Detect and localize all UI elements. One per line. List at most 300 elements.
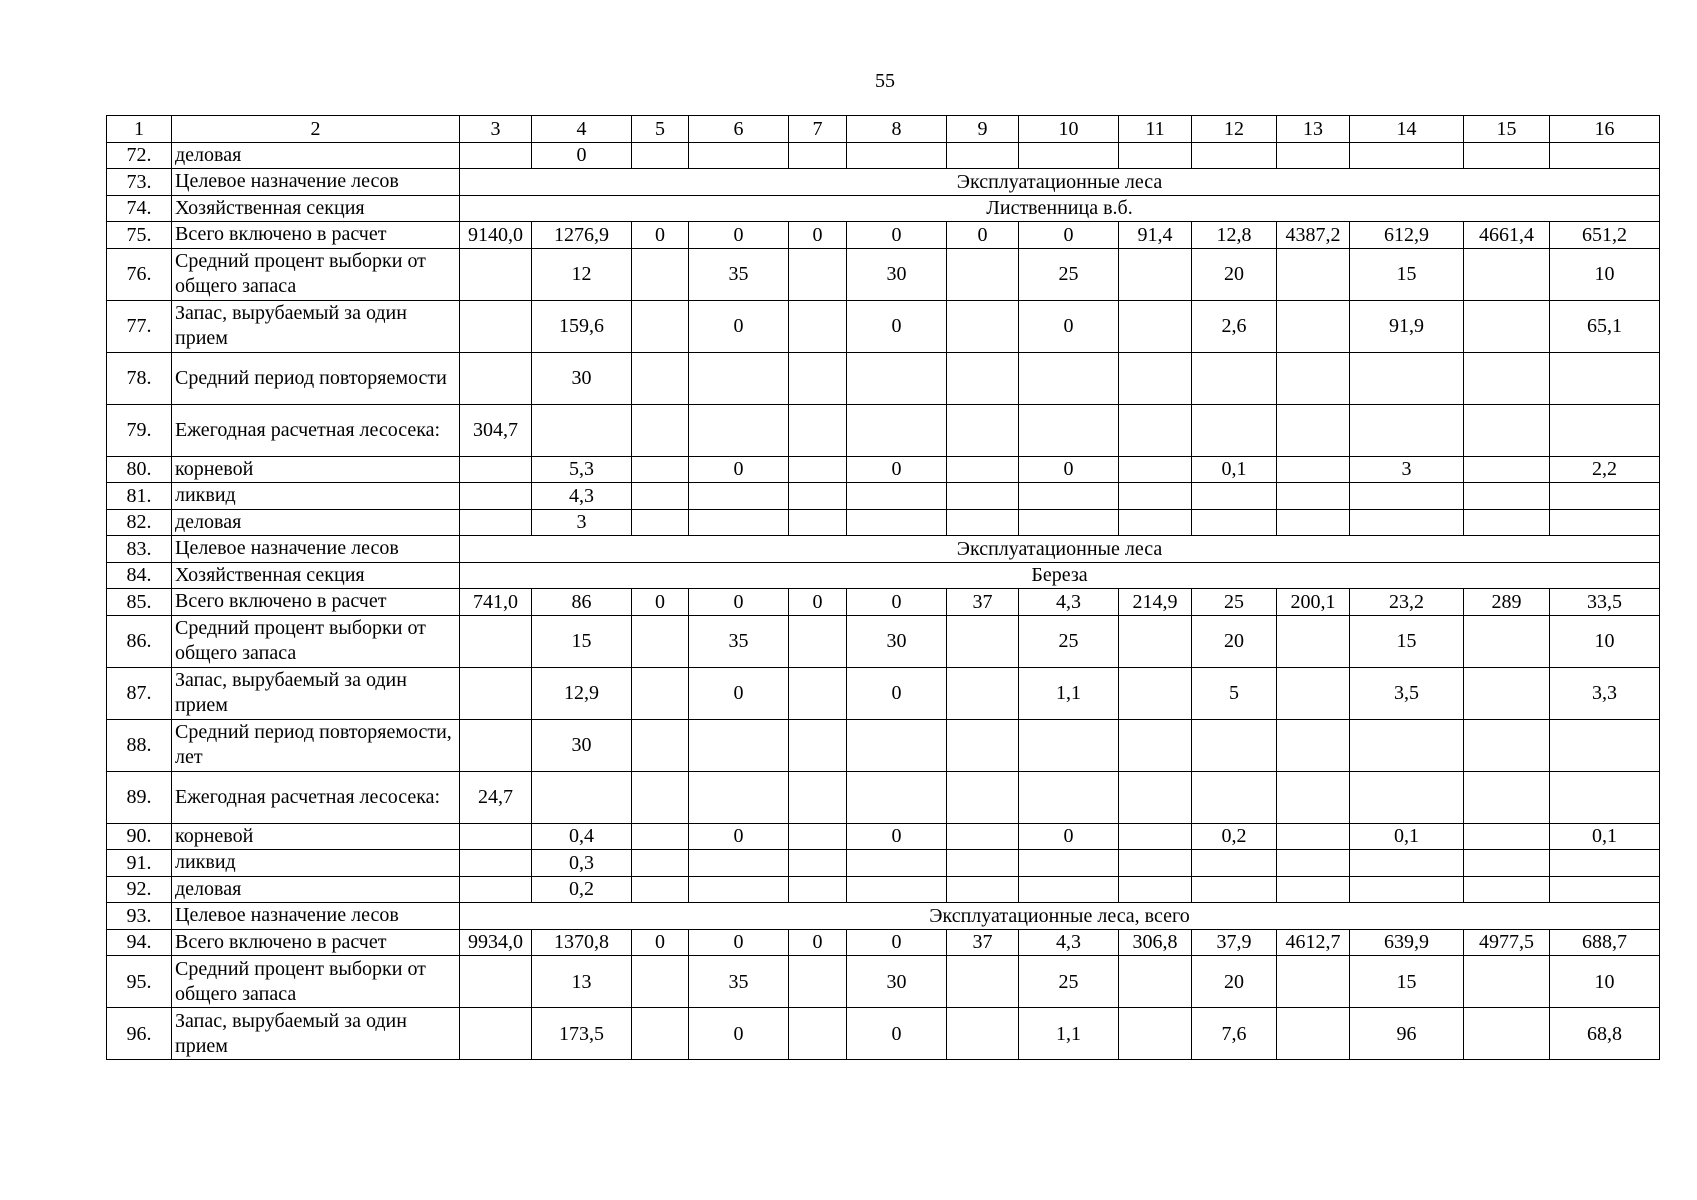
value-cell bbox=[1119, 300, 1192, 352]
value-cell bbox=[789, 850, 847, 877]
value-cell bbox=[1550, 483, 1660, 510]
value-cell bbox=[632, 771, 689, 823]
value-cell: 1276,9 bbox=[532, 222, 632, 249]
value-cell: 741,0 bbox=[460, 589, 532, 616]
row-number-cell: 91. bbox=[107, 850, 172, 877]
value-cell bbox=[632, 248, 689, 300]
value-cell bbox=[460, 615, 532, 667]
value-cell: 0,2 bbox=[1192, 823, 1277, 850]
value-cell bbox=[1464, 1008, 1550, 1060]
value-cell bbox=[632, 615, 689, 667]
value-cell: 20 bbox=[1192, 248, 1277, 300]
table-row bbox=[107, 719, 1660, 771]
value-cell bbox=[789, 1008, 847, 1060]
value-cell: 30 bbox=[532, 352, 632, 404]
value-cell: 65,1 bbox=[1550, 300, 1660, 352]
value-cell bbox=[1019, 352, 1119, 404]
value-cell: 4,3 bbox=[1019, 929, 1119, 956]
value-cell bbox=[1119, 352, 1192, 404]
value-cell bbox=[689, 483, 789, 510]
value-cell bbox=[1350, 719, 1464, 771]
value-cell: 3 bbox=[1350, 456, 1464, 483]
value-cell: 2,2 bbox=[1550, 456, 1660, 483]
value-cell bbox=[1277, 483, 1350, 510]
value-cell bbox=[1119, 956, 1192, 1008]
value-cell bbox=[947, 456, 1019, 483]
value-cell bbox=[632, 876, 689, 903]
value-cell bbox=[1350, 483, 1464, 510]
value-cell: 4661,4 bbox=[1464, 222, 1550, 249]
page-number: 55 bbox=[875, 70, 895, 92]
value-cell bbox=[947, 142, 1019, 169]
value-cell bbox=[947, 483, 1019, 510]
value-cell: 0 bbox=[632, 589, 689, 616]
value-cell: 3 bbox=[532, 509, 632, 536]
table-row bbox=[107, 850, 1660, 877]
value-cell bbox=[1119, 823, 1192, 850]
row-label-cell: Всего включено в расчет bbox=[172, 589, 460, 616]
value-cell bbox=[1277, 352, 1350, 404]
column-number-cell: 13 bbox=[1277, 116, 1350, 143]
value-cell: 304,7 bbox=[460, 404, 532, 456]
table-row bbox=[107, 536, 1660, 563]
value-cell: 0 bbox=[1019, 456, 1119, 483]
row-number-cell: 73. bbox=[107, 169, 172, 196]
row-label-cell: Хозяйственная секция bbox=[172, 562, 460, 589]
row-number-cell: 81. bbox=[107, 483, 172, 510]
value-cell bbox=[632, 352, 689, 404]
row-label-cell: Всего включено в расчет bbox=[172, 222, 460, 249]
value-cell bbox=[460, 667, 532, 719]
value-cell bbox=[947, 719, 1019, 771]
row-label-cell: Ежегодная расчетная лесосека: bbox=[172, 404, 460, 456]
section-title-cell: Береза bbox=[460, 562, 1660, 589]
value-cell: 10 bbox=[1550, 615, 1660, 667]
row-number-cell: 85. bbox=[107, 589, 172, 616]
value-cell bbox=[689, 850, 789, 877]
value-cell bbox=[789, 876, 847, 903]
value-cell bbox=[1350, 404, 1464, 456]
value-cell bbox=[460, 142, 532, 169]
value-cell bbox=[1119, 483, 1192, 510]
row-number-cell: 82. bbox=[107, 509, 172, 536]
table-row bbox=[107, 222, 1660, 249]
value-cell bbox=[1119, 719, 1192, 771]
value-cell: 25 bbox=[1019, 615, 1119, 667]
value-cell: 10 bbox=[1550, 248, 1660, 300]
table-row bbox=[107, 562, 1660, 589]
value-cell bbox=[789, 956, 847, 1008]
column-number-cell: 3 bbox=[460, 116, 532, 143]
value-cell: 0 bbox=[847, 1008, 947, 1060]
value-cell: 0 bbox=[847, 823, 947, 850]
value-cell: 33,5 bbox=[1550, 589, 1660, 616]
value-cell: 0 bbox=[689, 929, 789, 956]
value-cell bbox=[947, 300, 1019, 352]
table-row bbox=[107, 903, 1660, 930]
value-cell bbox=[460, 956, 532, 1008]
column-number-cell: 4 bbox=[532, 116, 632, 143]
value-cell: 1,1 bbox=[1019, 667, 1119, 719]
value-cell: 0 bbox=[689, 1008, 789, 1060]
value-cell: 0 bbox=[532, 142, 632, 169]
value-cell bbox=[1464, 667, 1550, 719]
row-number-cell: 77. bbox=[107, 300, 172, 352]
table-row bbox=[107, 169, 1660, 196]
value-cell bbox=[1119, 142, 1192, 169]
value-cell bbox=[689, 142, 789, 169]
value-cell bbox=[1119, 509, 1192, 536]
value-cell: 4612,7 bbox=[1277, 929, 1350, 956]
value-cell bbox=[1550, 771, 1660, 823]
row-number-cell: 74. bbox=[107, 195, 172, 222]
row-label-cell: Средний процент выборки от общего запаса bbox=[172, 248, 460, 300]
value-cell bbox=[460, 1008, 532, 1060]
value-cell: 12 bbox=[532, 248, 632, 300]
value-cell: 0,2 bbox=[532, 876, 632, 903]
value-cell bbox=[1277, 248, 1350, 300]
value-cell bbox=[1277, 667, 1350, 719]
value-cell: 214,9 bbox=[1119, 589, 1192, 616]
value-cell: 3,3 bbox=[1550, 667, 1660, 719]
section-title-cell: Эксплуатационные леса, всего bbox=[460, 903, 1660, 930]
row-number-cell: 78. bbox=[107, 352, 172, 404]
value-cell: 2,6 bbox=[1192, 300, 1277, 352]
value-cell: 5 bbox=[1192, 667, 1277, 719]
row-number-cell: 95. bbox=[107, 956, 172, 1008]
value-cell bbox=[1277, 615, 1350, 667]
value-cell bbox=[1350, 850, 1464, 877]
value-cell: 25 bbox=[1019, 956, 1119, 1008]
value-cell: 0 bbox=[689, 667, 789, 719]
value-cell bbox=[847, 850, 947, 877]
value-cell: 0 bbox=[789, 222, 847, 249]
value-cell bbox=[1350, 142, 1464, 169]
row-label-cell: Средний процент выборки от общего запаса bbox=[172, 956, 460, 1008]
row-label-cell: Средний процент выборки от общего запаса bbox=[172, 615, 460, 667]
value-cell: 0 bbox=[632, 929, 689, 956]
value-cell bbox=[847, 771, 947, 823]
value-cell bbox=[789, 615, 847, 667]
row-label-cell: Целевое назначение лесов bbox=[172, 169, 460, 196]
value-cell bbox=[1464, 456, 1550, 483]
value-cell bbox=[1119, 876, 1192, 903]
value-cell bbox=[1119, 771, 1192, 823]
column-number-cell: 5 bbox=[632, 116, 689, 143]
value-cell bbox=[947, 1008, 1019, 1060]
value-cell bbox=[847, 483, 947, 510]
value-cell bbox=[1464, 509, 1550, 536]
value-cell bbox=[1119, 1008, 1192, 1060]
value-cell bbox=[1277, 456, 1350, 483]
column-number-cell: 9 bbox=[947, 116, 1019, 143]
row-label-cell: деловая bbox=[172, 142, 460, 169]
value-cell bbox=[1464, 404, 1550, 456]
value-cell: 91,4 bbox=[1119, 222, 1192, 249]
value-cell bbox=[689, 719, 789, 771]
value-cell: 30 bbox=[847, 615, 947, 667]
value-cell bbox=[460, 850, 532, 877]
value-cell: 612,9 bbox=[1350, 222, 1464, 249]
table-row bbox=[107, 195, 1660, 222]
value-cell bbox=[632, 456, 689, 483]
value-cell bbox=[947, 248, 1019, 300]
value-cell bbox=[789, 142, 847, 169]
value-cell bbox=[1119, 850, 1192, 877]
value-cell bbox=[1464, 483, 1550, 510]
value-cell bbox=[1277, 823, 1350, 850]
value-cell: 35 bbox=[689, 956, 789, 1008]
value-cell bbox=[789, 823, 847, 850]
value-cell bbox=[1464, 615, 1550, 667]
value-cell: 0,4 bbox=[532, 823, 632, 850]
value-cell: 688,7 bbox=[1550, 929, 1660, 956]
value-cell bbox=[689, 876, 789, 903]
column-number-cell: 2 bbox=[172, 116, 460, 143]
value-cell bbox=[1277, 956, 1350, 1008]
table-row bbox=[107, 352, 1660, 404]
value-cell bbox=[632, 509, 689, 536]
value-cell: 13 bbox=[532, 956, 632, 1008]
row-label-cell: Целевое назначение лесов bbox=[172, 903, 460, 930]
value-cell: 0 bbox=[789, 929, 847, 956]
column-number-cell: 12 bbox=[1192, 116, 1277, 143]
section-title-cell: Эксплуатационные леса bbox=[460, 169, 1660, 196]
value-cell: 15 bbox=[532, 615, 632, 667]
value-cell bbox=[1119, 456, 1192, 483]
value-cell bbox=[1119, 248, 1192, 300]
value-cell: 30 bbox=[847, 956, 947, 1008]
table-row bbox=[107, 1008, 1660, 1060]
value-cell bbox=[1119, 615, 1192, 667]
value-cell: 0 bbox=[1019, 300, 1119, 352]
value-cell: 7,6 bbox=[1192, 1008, 1277, 1060]
value-cell: 4977,5 bbox=[1464, 929, 1550, 956]
value-cell bbox=[460, 483, 532, 510]
value-cell: 12,9 bbox=[532, 667, 632, 719]
row-label-cell: Целевое назначение лесов bbox=[172, 536, 460, 563]
row-number-cell: 72. bbox=[107, 142, 172, 169]
value-cell bbox=[1277, 142, 1350, 169]
row-number-cell: 94. bbox=[107, 929, 172, 956]
value-cell bbox=[1019, 483, 1119, 510]
table-row bbox=[107, 823, 1660, 850]
column-number-cell: 14 bbox=[1350, 116, 1464, 143]
value-cell bbox=[1550, 404, 1660, 456]
row-number-cell: 83. bbox=[107, 536, 172, 563]
value-cell: 200,1 bbox=[1277, 589, 1350, 616]
row-label-cell: Запас, вырубаемый за один прием bbox=[172, 1008, 460, 1060]
value-cell bbox=[947, 823, 1019, 850]
row-label-cell: Всего включено в расчет bbox=[172, 929, 460, 956]
value-cell bbox=[847, 142, 947, 169]
row-number-cell: 86. bbox=[107, 615, 172, 667]
table-row bbox=[107, 876, 1660, 903]
value-cell bbox=[789, 771, 847, 823]
table-row bbox=[107, 589, 1660, 616]
value-cell: 0 bbox=[1019, 222, 1119, 249]
row-number-cell: 79. bbox=[107, 404, 172, 456]
value-cell bbox=[1192, 483, 1277, 510]
column-number-header-row bbox=[107, 116, 1660, 143]
value-cell: 25 bbox=[1192, 589, 1277, 616]
column-number-cell: 7 bbox=[789, 116, 847, 143]
value-cell: 1370,8 bbox=[532, 929, 632, 956]
value-cell bbox=[632, 142, 689, 169]
row-label-cell: деловая bbox=[172, 876, 460, 903]
table-row bbox=[107, 929, 1660, 956]
value-cell: 4,3 bbox=[532, 483, 632, 510]
value-cell: 0 bbox=[847, 300, 947, 352]
value-cell: 289 bbox=[1464, 589, 1550, 616]
row-number-cell: 80. bbox=[107, 456, 172, 483]
value-cell bbox=[1464, 956, 1550, 1008]
value-cell: 23,2 bbox=[1350, 589, 1464, 616]
value-cell: 306,8 bbox=[1119, 929, 1192, 956]
value-cell: 30 bbox=[847, 248, 947, 300]
value-cell: 0 bbox=[689, 222, 789, 249]
value-cell bbox=[1192, 142, 1277, 169]
table-row bbox=[107, 667, 1660, 719]
value-cell bbox=[1277, 876, 1350, 903]
row-label-cell: Хозяйственная секция bbox=[172, 195, 460, 222]
value-cell bbox=[947, 509, 1019, 536]
value-cell: 159,6 bbox=[532, 300, 632, 352]
value-cell bbox=[632, 956, 689, 1008]
value-cell bbox=[1192, 719, 1277, 771]
row-number-cell: 75. bbox=[107, 222, 172, 249]
value-cell bbox=[632, 300, 689, 352]
value-cell bbox=[789, 719, 847, 771]
value-cell bbox=[1277, 719, 1350, 771]
value-cell bbox=[689, 771, 789, 823]
row-label-cell: ликвид bbox=[172, 850, 460, 877]
value-cell: 35 bbox=[689, 248, 789, 300]
section-title-cell: Эксплуатационные леса bbox=[460, 536, 1660, 563]
value-cell bbox=[460, 719, 532, 771]
row-label-cell: Средний период повторяемости, лет bbox=[172, 719, 460, 771]
value-cell bbox=[1019, 850, 1119, 877]
row-label-cell: корневой bbox=[172, 456, 460, 483]
value-cell bbox=[1550, 850, 1660, 877]
value-cell bbox=[689, 509, 789, 536]
value-cell: 0 bbox=[689, 300, 789, 352]
value-cell bbox=[1192, 509, 1277, 536]
value-cell bbox=[789, 509, 847, 536]
section-title-cell: Лиственница в.б. bbox=[460, 195, 1660, 222]
value-cell: 15 bbox=[1350, 615, 1464, 667]
value-cell bbox=[1192, 771, 1277, 823]
value-cell bbox=[1350, 509, 1464, 536]
value-cell bbox=[947, 956, 1019, 1008]
value-cell bbox=[947, 352, 1019, 404]
value-cell bbox=[847, 352, 947, 404]
row-label-cell: Ежегодная расчетная лесосека: bbox=[172, 771, 460, 823]
value-cell: 0 bbox=[847, 456, 947, 483]
value-cell bbox=[1550, 142, 1660, 169]
value-cell bbox=[847, 509, 947, 536]
value-cell: 9140,0 bbox=[460, 222, 532, 249]
table-row bbox=[107, 142, 1660, 169]
value-cell bbox=[1277, 850, 1350, 877]
forest-calculation-table bbox=[106, 115, 1660, 1060]
value-cell: 639,9 bbox=[1350, 929, 1464, 956]
value-cell bbox=[1464, 850, 1550, 877]
value-cell bbox=[947, 771, 1019, 823]
column-number-cell: 15 bbox=[1464, 116, 1550, 143]
table-row bbox=[107, 771, 1660, 823]
value-cell bbox=[689, 352, 789, 404]
value-cell bbox=[460, 300, 532, 352]
row-label-cell: Запас, вырубаемый за один прием bbox=[172, 667, 460, 719]
value-cell bbox=[1277, 404, 1350, 456]
value-cell bbox=[1119, 404, 1192, 456]
value-cell bbox=[1192, 404, 1277, 456]
value-cell bbox=[632, 404, 689, 456]
row-label-cell: ликвид bbox=[172, 483, 460, 510]
value-cell bbox=[1019, 719, 1119, 771]
value-cell: 0,1 bbox=[1350, 823, 1464, 850]
value-cell bbox=[1464, 300, 1550, 352]
value-cell: 5,3 bbox=[532, 456, 632, 483]
value-cell: 0 bbox=[847, 589, 947, 616]
value-cell bbox=[1464, 142, 1550, 169]
row-number-cell: 90. bbox=[107, 823, 172, 850]
value-cell bbox=[1464, 719, 1550, 771]
value-cell bbox=[1464, 876, 1550, 903]
value-cell bbox=[632, 483, 689, 510]
value-cell: 0,3 bbox=[532, 850, 632, 877]
value-cell bbox=[789, 300, 847, 352]
value-cell bbox=[1019, 142, 1119, 169]
value-cell: 15 bbox=[1350, 248, 1464, 300]
value-cell bbox=[1019, 509, 1119, 536]
value-cell bbox=[1550, 719, 1660, 771]
value-cell: 9934,0 bbox=[460, 929, 532, 956]
value-cell: 24,7 bbox=[460, 771, 532, 823]
value-cell: 0 bbox=[847, 667, 947, 719]
value-cell bbox=[1192, 850, 1277, 877]
column-number-cell: 1 bbox=[107, 116, 172, 143]
value-cell bbox=[460, 876, 532, 903]
row-label-cell: Запас, вырубаемый за один прием bbox=[172, 300, 460, 352]
value-cell: 96 bbox=[1350, 1008, 1464, 1060]
value-cell bbox=[460, 352, 532, 404]
value-cell bbox=[689, 404, 789, 456]
value-cell: 86 bbox=[532, 589, 632, 616]
value-cell bbox=[1550, 352, 1660, 404]
table-row bbox=[107, 456, 1660, 483]
value-cell bbox=[789, 352, 847, 404]
table-row bbox=[107, 483, 1660, 510]
value-cell: 91,9 bbox=[1350, 300, 1464, 352]
value-cell: 0 bbox=[947, 222, 1019, 249]
value-cell bbox=[947, 615, 1019, 667]
value-cell: 68,8 bbox=[1550, 1008, 1660, 1060]
value-cell bbox=[1277, 300, 1350, 352]
column-number-cell: 8 bbox=[847, 116, 947, 143]
value-cell bbox=[789, 248, 847, 300]
row-number-cell: 92. bbox=[107, 876, 172, 903]
value-cell: 0 bbox=[847, 222, 947, 249]
value-cell: 0,1 bbox=[1192, 456, 1277, 483]
value-cell bbox=[632, 850, 689, 877]
value-cell: 3,5 bbox=[1350, 667, 1464, 719]
value-cell bbox=[1192, 876, 1277, 903]
value-cell: 0 bbox=[632, 222, 689, 249]
value-cell bbox=[789, 667, 847, 719]
value-cell: 651,2 bbox=[1550, 222, 1660, 249]
